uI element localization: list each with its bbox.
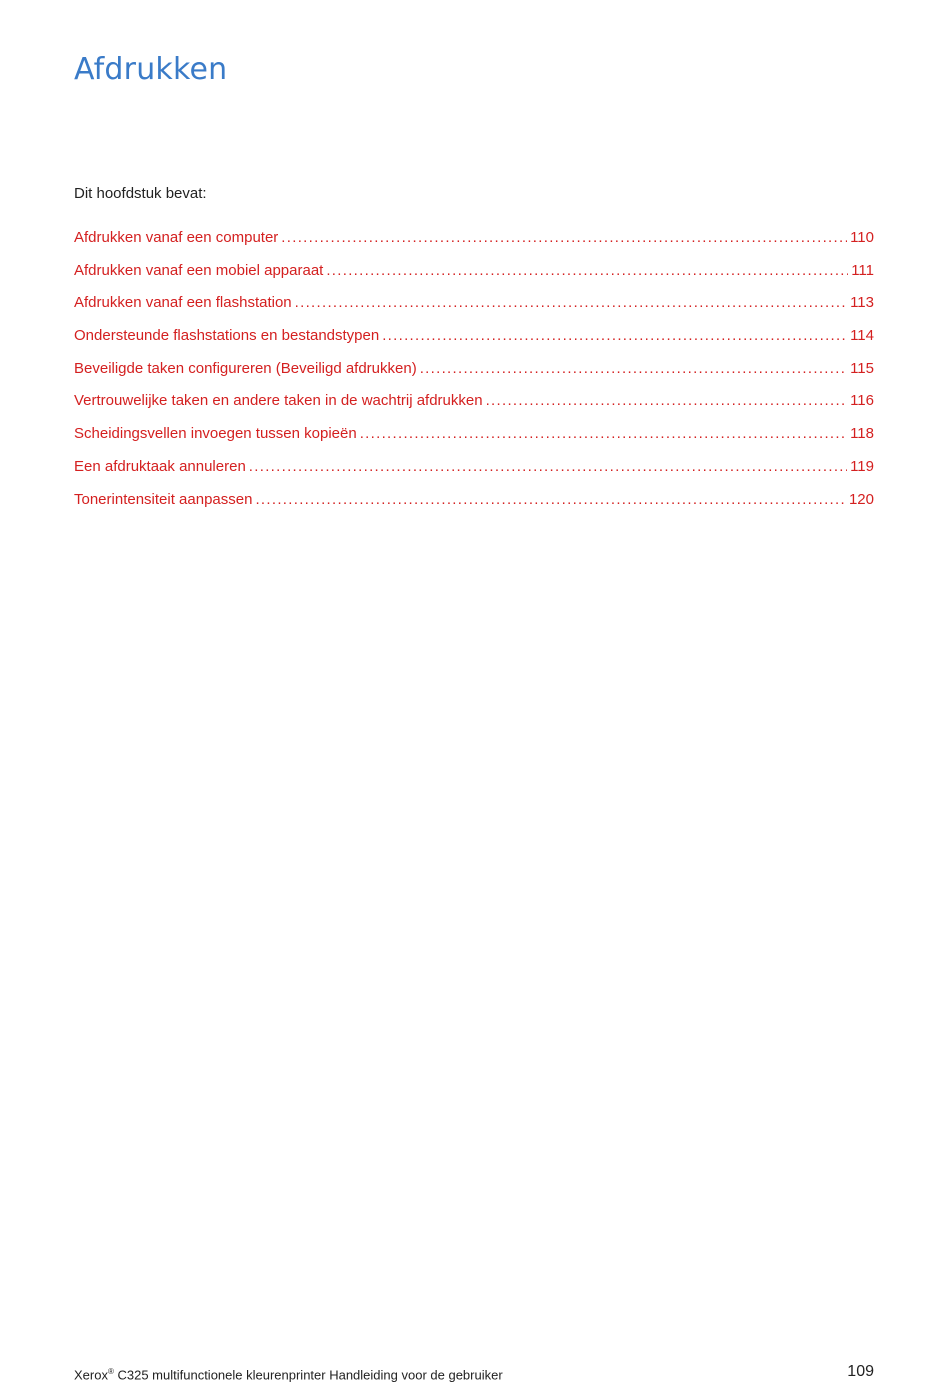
- toc-entry-label[interactable]: Een afdruktaak annuleren: [74, 457, 246, 475]
- toc-entry-page[interactable]: 114: [850, 327, 874, 345]
- toc-entry-label[interactable]: Beveiligde taken configureren (Beveiligd afdrukken): [74, 359, 417, 377]
- toc-entry-page[interactable]: 110: [850, 229, 874, 246]
- toc-entry-label[interactable]: Scheidingsvellen invoegen tussen kopieën: [74, 425, 357, 443]
- footer-document-title: [74, 1367, 503, 1382]
- toc-entry-page[interactable]: 120: [848, 490, 874, 508]
- toc-dot-leader: [486, 392, 848, 409]
- toc-dot-leader: [281, 229, 847, 246]
- toc-dot-leader: [255, 491, 846, 508]
- toc-dot-leader: [360, 425, 847, 442]
- toc-entry-printing-from-mobile[interactable]: [74, 262, 874, 295]
- toc-entry-cancel-print-job[interactable]: [74, 458, 874, 491]
- toc-entry-toner-intensity[interactable]: [74, 491, 874, 524]
- page-title: Afdrukken: [74, 52, 228, 87]
- footer-brand: Xerox: [74, 1367, 108, 1383]
- toc-entry-page[interactable]: 119: [850, 457, 874, 475]
- toc-entry-label[interactable]: Afdrukken vanaf een flashstation: [74, 294, 292, 312]
- toc-entry-secure-jobs[interactable]: [74, 360, 874, 393]
- toc-dot-leader: [249, 458, 847, 475]
- toc-entry-confidential-jobs[interactable]: [74, 392, 874, 425]
- chapter-intro: Dit hoofdstuk bevat:: [74, 185, 207, 202]
- toc-entry-page[interactable]: 113: [850, 294, 874, 312]
- toc-entry-printing-from-flashdrive[interactable]: [74, 294, 874, 327]
- toc-dot-leader: [420, 360, 847, 377]
- toc-entry-label[interactable]: Vertrouwelijke taken en andere taken in de wachtrij afdrukken: [74, 392, 483, 410]
- toc-entry-page[interactable]: 115: [850, 359, 874, 377]
- table-of-contents: [74, 229, 874, 523]
- toc-entry-page[interactable]: 116: [850, 392, 874, 410]
- toc-entry-separator-sheets[interactable]: [74, 425, 874, 458]
- toc-entry-label[interactable]: Ondersteunde flashstations en bestandstypen: [74, 327, 380, 345]
- toc-dot-leader: [295, 294, 847, 311]
- footer-manual-title: C325 multifunctionele kleurenprinter Handleiding voor de gebruiker: [113, 1367, 503, 1383]
- toc-entry-printing-from-computer[interactable]: [74, 229, 874, 262]
- toc-entry-supported-flashdrives[interactable]: [74, 327, 874, 360]
- toc-dot-leader: [326, 262, 848, 279]
- toc-entry-page[interactable]: 118: [850, 425, 874, 443]
- toc-entry-page[interactable]: 111: [851, 261, 874, 279]
- footer-page-number: 109: [847, 1363, 874, 1380]
- toc-entry-label[interactable]: Afdrukken vanaf een computer: [74, 229, 279, 246]
- toc-entry-label[interactable]: Tonerintensiteit aanpassen: [74, 490, 253, 508]
- trademark-symbol: ®: [107, 1367, 114, 1376]
- toc-dot-leader: [382, 327, 847, 344]
- toc-entry-label[interactable]: Afdrukken vanaf een mobiel apparaat: [74, 261, 324, 279]
